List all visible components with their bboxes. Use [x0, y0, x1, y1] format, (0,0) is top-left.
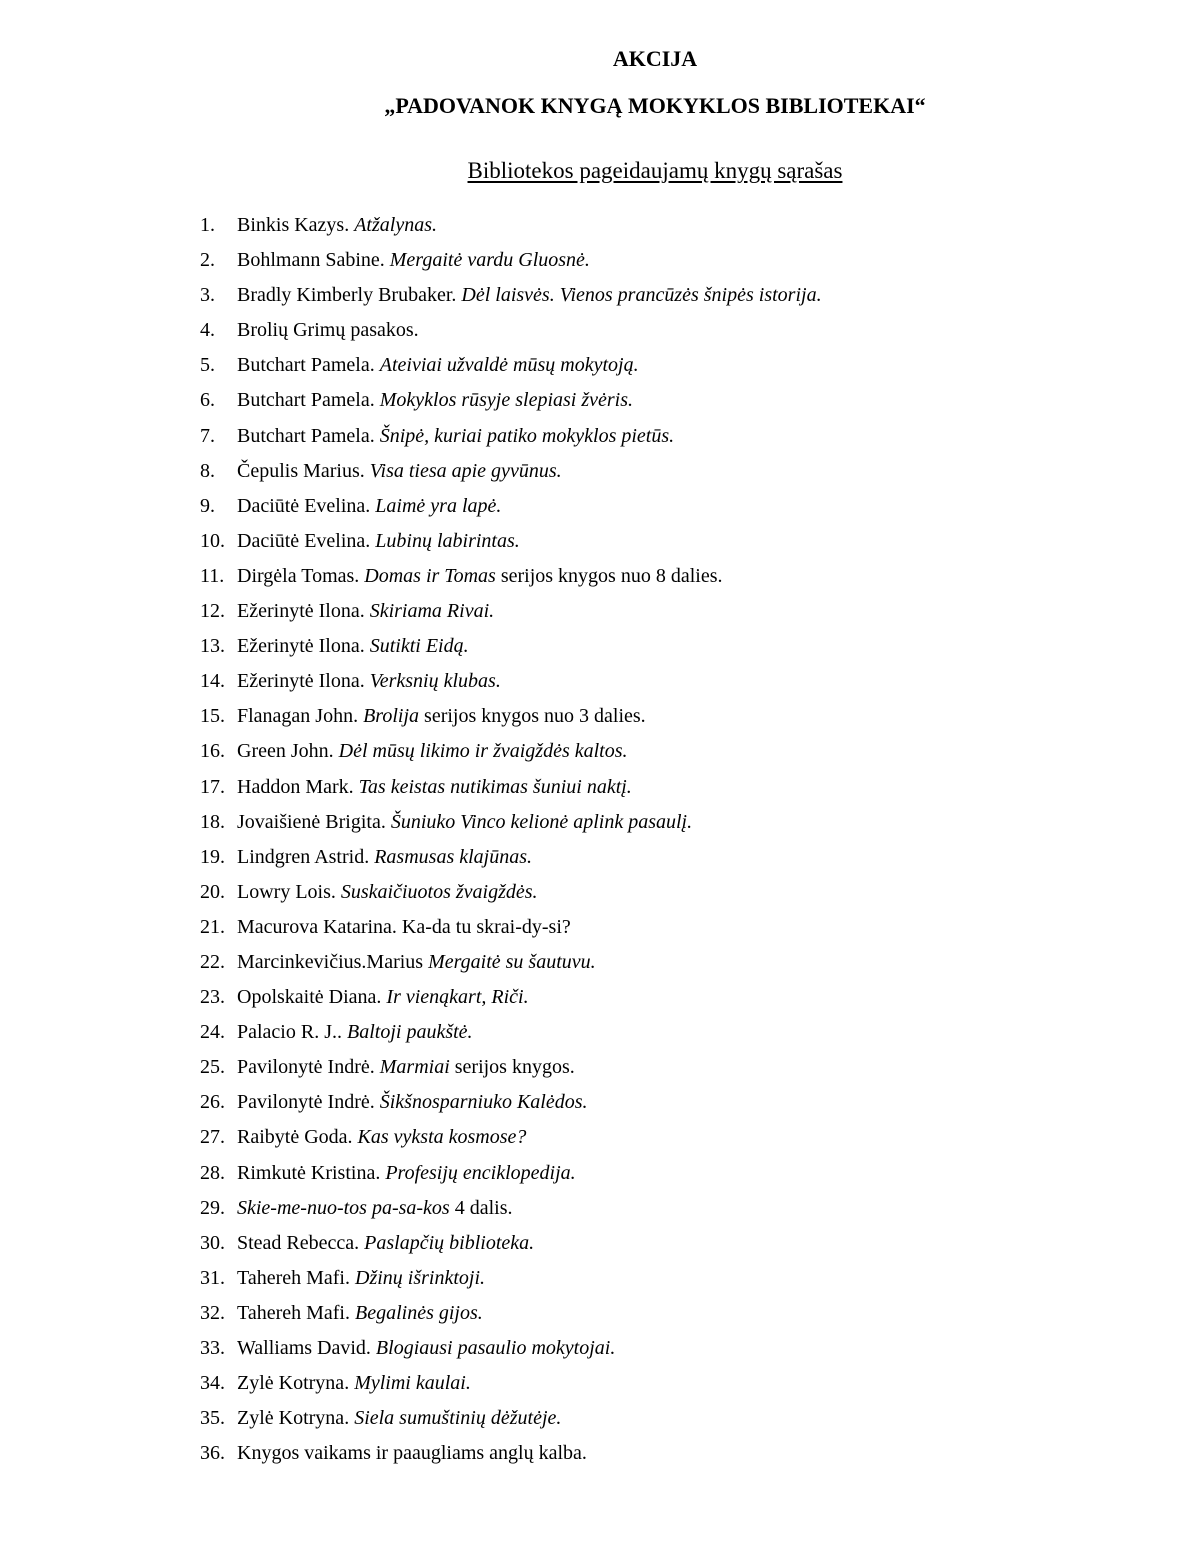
book-author: Zylė Kotryna.: [237, 1372, 355, 1395]
item-number: 10.: [200, 529, 225, 552]
book-author: Butchart Pamela.: [237, 389, 380, 412]
book-title: Džinų išrinktoji.: [355, 1266, 486, 1289]
item-text: [237, 1438, 587, 1473]
item-text: [237, 456, 562, 491]
book-list-item: [200, 456, 822, 491]
item-text: [237, 491, 501, 526]
book-list-item: [200, 1158, 822, 1193]
book-note: serijos knygos.: [449, 1056, 575, 1079]
item-number: 19.: [200, 845, 225, 868]
book-list-item: [200, 1052, 822, 1087]
item-text: [237, 421, 674, 456]
item-number: 25.: [200, 1056, 225, 1079]
item-text: [237, 807, 692, 842]
item-text: [237, 631, 469, 666]
book-title: Atžalynas.: [354, 214, 437, 236]
book-author: Macurova Katarina. Ka-da tu skrai-dy-si?: [237, 915, 571, 938]
book-title: Laimė yra lapė.: [375, 494, 502, 517]
book-title: Šuniuko Vinco kelionė aplink pasaulį.: [390, 810, 693, 833]
book-list-item: [200, 350, 822, 385]
item-number: 8.: [200, 459, 215, 482]
book-title: Mergaitė su šautuvu.: [428, 950, 596, 973]
item-number: 4.: [200, 319, 215, 342]
book-author: Rimkutė Kristina.: [237, 1161, 386, 1184]
item-text: [237, 280, 822, 315]
book-title: Sutikti Eidą.: [369, 635, 469, 658]
item-text: [237, 1017, 473, 1052]
book-list-item: [200, 1298, 822, 1333]
book-title: Suskaičiuotos žvaigždės.: [340, 880, 538, 903]
book-title: Skiriama Rivai.: [369, 600, 495, 623]
book-list-item: [200, 772, 822, 807]
item-number: 11.: [200, 564, 225, 587]
item-number: 15.: [200, 705, 225, 728]
book-list-item: [200, 561, 822, 596]
item-number: 6.: [200, 389, 215, 412]
book-title: Paslapčių biblioteka.: [364, 1231, 535, 1254]
book-author: Zylė Kotryna.: [237, 1407, 355, 1430]
item-text: [237, 982, 529, 1017]
list-subtitle: [0, 156, 1200, 186]
book-note: serijos knygos nuo 8 dalies.: [495, 564, 723, 587]
book-author: Knygos vaikams ir paaugliams anglų kalba.: [237, 1442, 587, 1465]
book-list-item: [200, 982, 822, 1017]
book-title: Blogiausi pasaulio mokytojai.: [375, 1337, 616, 1359]
item-text: [237, 736, 628, 771]
book-list-item: [200, 526, 822, 561]
item-number: 5.: [200, 354, 215, 377]
item-number: 36.: [200, 1442, 225, 1465]
book-title: Verksnių klubas.: [369, 670, 501, 693]
item-text: [237, 385, 633, 420]
book-title: Tas keistas nutikimas šuniui naktį.: [358, 775, 632, 798]
item-text: [237, 350, 639, 385]
item-number: 7.: [200, 424, 215, 447]
item-text: [237, 1403, 561, 1438]
book-author: Palacio R. J..: [237, 1021, 347, 1044]
book-author: Lindgren Astrid.: [237, 845, 375, 868]
book-list-item: [200, 947, 822, 982]
book-list: [200, 210, 822, 1473]
book-list-item: [200, 1403, 822, 1438]
book-list-item: [200, 842, 822, 877]
book-list-item: [200, 1017, 822, 1052]
item-number: 22.: [200, 950, 225, 973]
item-text: [237, 1368, 471, 1403]
book-title: Domas ir Tomas: [364, 564, 496, 587]
book-author: Ežerinytė Ilona.: [237, 670, 370, 693]
book-list-item: [200, 807, 822, 842]
item-text: [237, 1087, 588, 1122]
item-text: [237, 912, 571, 947]
book-list-item: [200, 421, 822, 456]
book-author: Butchart Pamela.: [237, 424, 380, 447]
item-number: 24.: [200, 1021, 225, 1044]
book-title: Šikšnosparniuko Kalėdos.: [379, 1091, 588, 1114]
book-title: Mylimi kaulai.: [354, 1372, 471, 1395]
book-title: Brolija: [363, 705, 420, 728]
item-text: [237, 1193, 513, 1228]
book-author: Ežerinytė Ilona.: [237, 600, 370, 623]
item-text: [237, 1228, 534, 1263]
item-number: 14.: [200, 670, 225, 693]
item-number: 3.: [200, 284, 215, 307]
book-author: Daciūtė Evelina.: [237, 529, 376, 552]
book-author: Walliams David.: [237, 1337, 376, 1359]
document-heading: AKCIJA: [612, 46, 698, 71]
book-list-item: [200, 210, 822, 245]
book-list-item: [200, 1333, 822, 1368]
item-text: [237, 877, 538, 912]
book-list-item: [200, 491, 822, 526]
item-text: [237, 245, 590, 280]
book-list-item: [200, 280, 822, 315]
book-author: Čepulis Marius.: [237, 459, 370, 482]
book-title: Dėl laisvės. Vienos prancūzės šnipės istorija.: [461, 284, 822, 307]
book-author: Pavilonytė Indrė.: [237, 1091, 380, 1114]
item-number: 26.: [200, 1091, 225, 1114]
book-title: Visa tiesa apie gyvūnus.: [369, 459, 562, 482]
book-author: Binkis Kazys.: [237, 214, 355, 236]
book-list-item: [200, 631, 822, 666]
item-number: 28.: [200, 1161, 225, 1184]
book-list-item: [200, 385, 822, 420]
item-number: 31.: [200, 1266, 225, 1289]
item-number: 12.: [200, 600, 225, 623]
item-text: [237, 1052, 575, 1087]
item-number: 35.: [200, 1407, 225, 1430]
book-list-item: [200, 1263, 822, 1298]
book-list-item: [200, 245, 822, 280]
item-text: [237, 1158, 576, 1193]
item-text: [237, 1122, 526, 1157]
item-number: 23.: [200, 986, 225, 1009]
item-number: 34.: [200, 1372, 225, 1395]
book-author: Green John.: [237, 740, 339, 763]
item-text: [237, 701, 646, 736]
book-author: Jovaišienė Brigita.: [237, 810, 391, 833]
item-text: [237, 1333, 615, 1368]
book-title: Lubinų labirintas.: [375, 529, 520, 552]
book-list-item: [200, 736, 822, 771]
item-number: 21.: [200, 915, 225, 938]
item-text: [237, 210, 437, 245]
item-text: [237, 947, 596, 982]
item-number: 27.: [200, 1126, 225, 1149]
book-author: Haddon Mark.: [237, 775, 359, 798]
book-title: Skie-me-nuo-tos pa-sa-kos: [237, 1196, 450, 1219]
book-note: 4 dalis.: [449, 1196, 513, 1219]
book-author: Daciūtė Evelina.: [237, 494, 376, 517]
book-title: Marmiai: [379, 1056, 450, 1079]
book-list-item: [200, 912, 822, 947]
book-author: Bradly Kimberly Brubaker.: [237, 284, 462, 307]
book-list-item: [200, 701, 822, 736]
book-author: Tahereh Mafi.: [237, 1266, 355, 1289]
book-title: Ir vienąkart, Riči.: [386, 986, 529, 1009]
book-author: Stead Rebecca.: [237, 1231, 365, 1254]
item-text: [237, 666, 501, 701]
book-note: serijos knygos nuo 3 dalies.: [419, 705, 646, 728]
book-list-item: [200, 1438, 822, 1473]
item-number: 32.: [200, 1301, 225, 1324]
list-subtitle-text: Bibliotekos pageidaujamų knygų sąrašas: [467, 158, 843, 183]
book-list-item: [200, 1122, 822, 1157]
book-author: Raibytė Goda.: [237, 1126, 358, 1149]
book-list-item: [200, 1087, 822, 1122]
book-author: Ežerinytė Ilona.: [237, 635, 370, 658]
book-title: Begalinės gijos.: [355, 1301, 483, 1324]
book-author: Bohlmann Sabine.: [237, 249, 390, 272]
book-list-item: [200, 315, 822, 350]
book-author: Brolių Grimų pasakos.: [237, 319, 419, 342]
book-author: Dirgėla Tomas.: [237, 564, 365, 587]
campaign-title: „PADOVANOK KNYGĄ MOKYKLOS BIBLIOTEKAI“: [384, 93, 926, 118]
book-author: Opolskaitė Diana.: [237, 986, 387, 1009]
book-author: Tahereh Mafi.: [237, 1301, 355, 1324]
book-author: Pavilonytė Indrė.: [237, 1056, 380, 1079]
book-title: Siela sumuštinių dėžutėje.: [354, 1407, 562, 1430]
item-text: [237, 1298, 483, 1333]
book-list-item: [200, 1228, 822, 1263]
book-title: Rasmusas klajūnas.: [374, 845, 533, 868]
item-number: 9.: [200, 494, 215, 517]
book-list-item: [200, 596, 822, 631]
book-title: Baltoji paukštė.: [347, 1021, 473, 1044]
item-number: 13.: [200, 635, 225, 658]
item-text: [237, 315, 419, 350]
item-text: [237, 1263, 485, 1298]
book-list-item: [200, 1193, 822, 1228]
book-title: Šnipė, kuriai patiko mokyklos pietūs.: [379, 424, 675, 447]
item-number: 30.: [200, 1231, 225, 1254]
book-author: Flanagan John.: [237, 705, 364, 728]
item-text: [237, 526, 520, 561]
item-text: [237, 596, 494, 631]
book-author: Butchart Pamela.: [237, 354, 380, 377]
book-title: Ateiviai užvaldė mūsų mokytoją.: [379, 354, 639, 377]
book-title: Mokyklos rūsyje slepiasi žvėris.: [379, 389, 634, 412]
item-number: 29.: [200, 1196, 225, 1219]
item-number: 1.: [200, 214, 215, 236]
book-list-item: [200, 1368, 822, 1403]
item-number: 17.: [200, 775, 225, 798]
item-text: [237, 842, 532, 877]
item-text: [237, 561, 722, 596]
book-author: Marcinkevičius.Marius: [237, 950, 429, 973]
book-title: Profesijų enciklopedija.: [385, 1161, 576, 1184]
item-number: 2.: [200, 249, 215, 272]
item-number: 20.: [200, 880, 225, 903]
book-title: Dėl mūsų likimo ir žvaigždės kaltos.: [338, 740, 628, 763]
item-text: [237, 772, 632, 807]
item-number: 16.: [200, 740, 225, 763]
book-title: Mergaitė vardu Gluosnė.: [389, 249, 590, 272]
item-number: 18.: [200, 810, 225, 833]
book-title: Kas vyksta kosmose?: [357, 1126, 527, 1149]
book-list-item: [200, 666, 822, 701]
item-number: 33.: [200, 1337, 225, 1359]
book-author: Lowry Lois.: [237, 880, 341, 903]
book-list-item: [200, 877, 822, 912]
